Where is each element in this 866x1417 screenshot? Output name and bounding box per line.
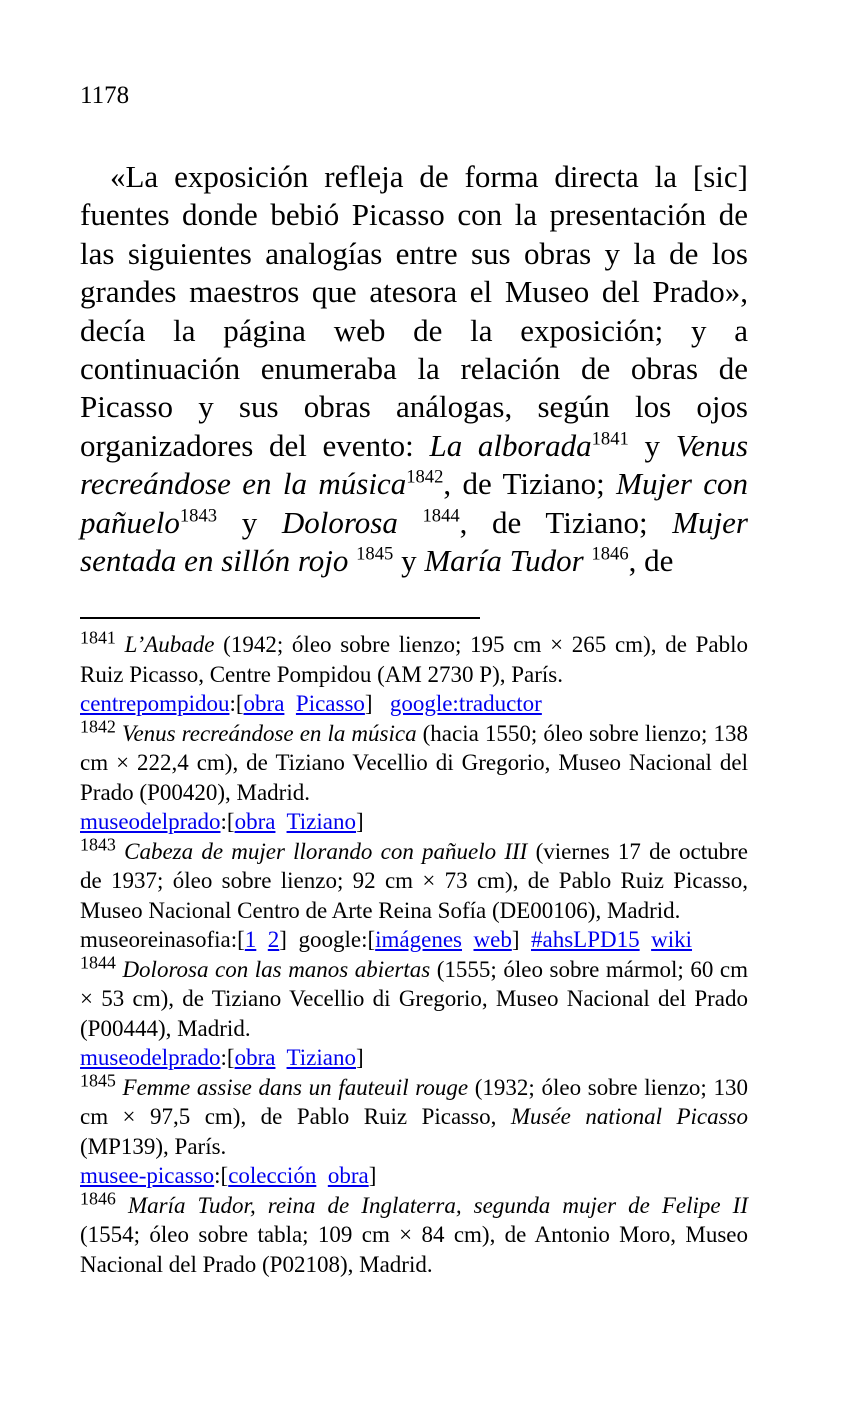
footnote-links-1845: musee-picasso:[colección obra] — [80, 1163, 377, 1188]
work-title: La alborada — [429, 427, 592, 463]
footnote-title: Femme assise dans un fauteuil rouge — [122, 1074, 469, 1100]
footnote-divider — [80, 617, 480, 619]
work-title: Dolorosa — [281, 504, 398, 540]
footnote-number: 1844 — [80, 951, 116, 972]
link-google-traductor[interactable]: google:traductor — [389, 691, 542, 716]
link-musee-picasso[interactable]: musee-picasso — [80, 1163, 215, 1188]
link-museodelprado[interactable]: museodelprado — [80, 1045, 221, 1070]
footnote-title: Venus recreándose en la música — [121, 720, 417, 746]
footnote-links-1842: museodelprado:[obra Tiziano] — [80, 809, 364, 834]
footnote-ref: 1843 — [179, 505, 218, 527]
work-title: María Tudor — [424, 543, 584, 579]
link-coleccion[interactable]: colección — [228, 1163, 317, 1188]
link-centrepompidou[interactable]: centrepompidou — [80, 691, 230, 716]
body-text: «La exposición refleja de forma directa la [sic] fuentes donde bebió Picasso con la presentación de las siguientes analogías entre sus obras y la de los grandes maestros que atesora el Museo del Prado», decía la página web de la exposición; y a continuación enumeraba la relación de obras de Picasso y sus obras análogas, según los ojos organizadores del evento: — [80, 159, 748, 463]
link-imagenes[interactable]: imágenes — [375, 927, 462, 952]
link-obra[interactable]: obra — [234, 809, 276, 834]
work-title: Venus recreándose en la música — [80, 427, 749, 502]
footnote-1845 — [80, 1069, 748, 1162]
footnote-text: (1932; óleo sobre lienzo; 130 cm × 97,5 cm), de Pablo Ruiz Picasso, — [80, 1074, 748, 1129]
link-1[interactable]: 1 — [244, 927, 257, 952]
footnote-number: 1841 — [80, 627, 116, 648]
footnote-text: (1555; óleo sobre mármol; 60 cm × 53 cm), de Tiziano Vecellio di Gregorio, Museo Nacional del Prado (P00444), Madrid. — [80, 956, 749, 1041]
link-obra[interactable]: obra — [327, 1163, 369, 1188]
footnote-links-1841: centrepompidou:[obra Picasso] google:traductor — [80, 691, 542, 716]
footnote-number: 1843 — [80, 833, 116, 854]
link-hashtag[interactable]: #ahsLPD15 — [531, 927, 640, 952]
footnote-1843 — [80, 833, 748, 926]
link-2[interactable]: 2 — [267, 927, 280, 952]
museum-name: Musée national Picasso — [510, 1104, 748, 1129]
footnote-ref: 1844 — [422, 505, 460, 527]
footnote-title: L’Aubade — [124, 632, 215, 657]
body-text: , de Tiziano; — [443, 466, 617, 502]
footnote-text: (hacia 1550; óleo sobre lienzo; 138 cm × 222,4 cm), de Tiziano Vecellio di Gregorio, Museo Nacional del Prado (P00420), Madrid. — [80, 720, 748, 805]
body-text: y — [393, 543, 425, 579]
link-museodelprado[interactable]: museodelprado — [80, 809, 221, 834]
link-picasso[interactable]: Picasso — [295, 691, 365, 716]
footnote-1841 — [80, 627, 749, 689]
body-text: , de — [628, 543, 674, 579]
main-paragraph — [80, 158, 748, 580]
link-obra[interactable]: obra — [243, 691, 285, 716]
footnote-ref: 1842 — [406, 466, 444, 488]
footnote-links-1843: museoreinasofia:[1 2] google:[imágenes web] #ahsLPD15 wiki — [80, 927, 693, 952]
footnote-number: 1845 — [80, 1069, 116, 1090]
footnote-text: (MP139), París. — [80, 1133, 227, 1159]
page-number: 1178 — [80, 82, 130, 109]
body-text: y — [217, 504, 282, 540]
work-title: Mujer con pañuelo — [80, 466, 749, 540]
link-wiki[interactable]: wiki — [651, 927, 693, 952]
footnote-title: Dolorosa con las manos abiertas — [122, 956, 431, 982]
google-label: google — [298, 927, 362, 952]
footnote-number: 1842 — [80, 715, 116, 736]
footnote-title: María Tudor, reina de Inglaterra, segunda mujer de Felipe II — [127, 1192, 748, 1218]
link-tiziano[interactable]: Tiziano — [286, 809, 356, 834]
link-tiziano[interactable]: Tiziano — [286, 1045, 356, 1070]
footnote-links-1844: museodelprado:[obra Tiziano] — [80, 1045, 364, 1070]
footnote-1844 — [80, 951, 749, 1044]
link-obra[interactable]: obra — [234, 1045, 276, 1070]
footnote-text: (1554; óleo sobre tabla; 109 cm × 84 cm), de Antonio Moro, Museo Nacional del Prado (P02108), Madrid. — [80, 1222, 748, 1277]
footnote-title: Cabeza de mujer llorando con pañuelo III — [124, 838, 528, 864]
footnote-ref: 1846 — [591, 543, 629, 565]
link-web[interactable]: web — [473, 927, 512, 952]
footnote-text: (viernes 17 de octubre de 1937; óleo sobre lienzo; 92 cm × 73 cm), de Pablo Ruiz Picasso, Museo Nacional Centro de Arte Reina Sofía (DE00106), Madrid. — [80, 838, 748, 923]
body-text: , de Tiziano; — [459, 504, 673, 540]
footnote-1846 — [80, 1187, 748, 1280]
footnotes — [80, 627, 749, 1279]
footnote-1842 — [80, 715, 748, 808]
footnote-ref: 1841 — [591, 428, 629, 450]
footnote-text: (1942; óleo sobre lienzo; 195 cm × 265 cm), de Pablo Ruiz Picasso, Centre Pompidou (AM 2730 P), París. — [80, 632, 749, 687]
museoreinasofia-label: museoreinasofia — [80, 927, 231, 952]
footnote-number: 1846 — [80, 1187, 116, 1208]
body-text: y — [628, 427, 676, 463]
footnote-ref: 1845 — [356, 543, 394, 565]
work-title: Mujer sentada en sillón rojo — [80, 504, 748, 579]
